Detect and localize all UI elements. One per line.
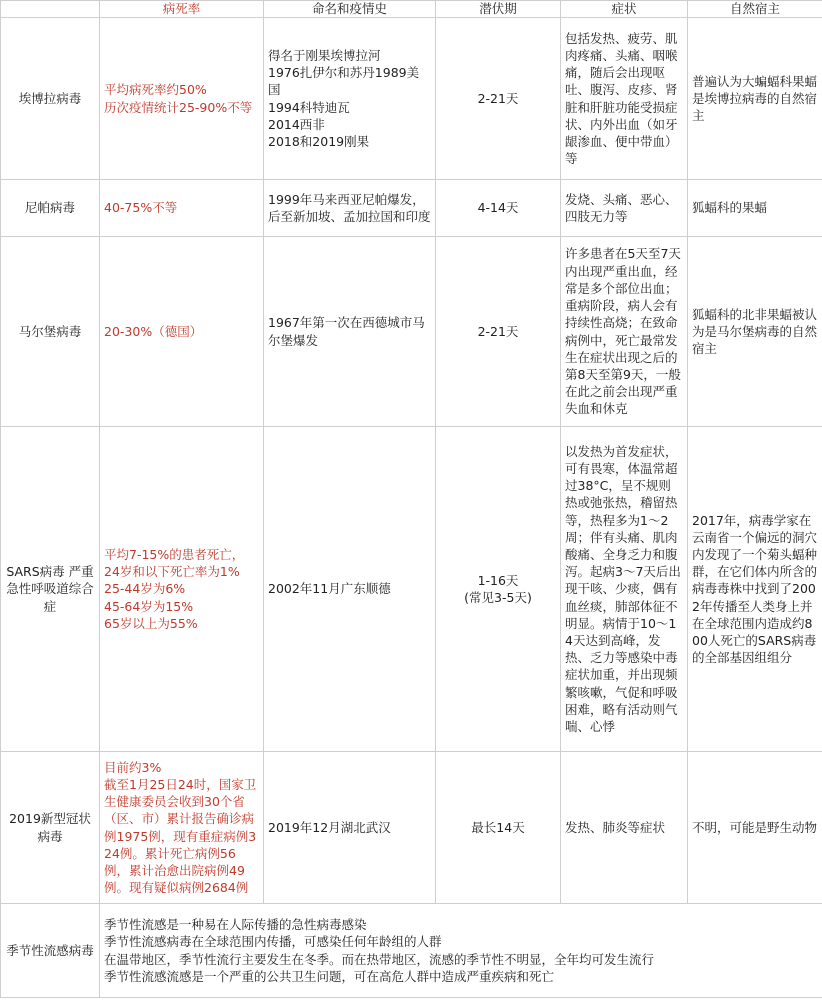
flu-line: 在温带地区，季节性流行主要发生在冬季。而在热带地区，流感的季节性不明显，全年均可发生流行	[104, 951, 655, 967]
fatality-line: 24岁和以下死亡率为1%	[104, 564, 240, 580]
table-row	[1, 180, 822, 237]
incubation-cell	[436, 237, 561, 427]
fatality-line: 平均7-15%的患者死亡，	[104, 546, 245, 562]
incubation-cell	[436, 752, 561, 904]
symptoms-cell: 发烧、头痛、恶心、四肢无力等	[561, 180, 688, 237]
fatality-line: 65岁以上为55%	[104, 615, 198, 631]
history-line: 1967年第一次在西德城市马尔堡爆发	[268, 315, 425, 348]
incubation-cell	[436, 180, 561, 237]
history-cell	[264, 18, 436, 180]
table-row	[1, 752, 822, 904]
history-line: 2002年11月广东顺德	[268, 581, 391, 597]
symptoms-cell: 以发热为首发症状，可有畏寒，体温常超过38°C，呈不规则热或弛张热，稽留热等，热程多为1～2周；伴有头痛、肌肉酸痛、全身乏力和腹泻。起病3～7天后出现干咳、少痰，偶有血丝痰，肺部体征不明显。病情于10～14天达到高峰，发热、乏力等感染中毒症状加重，并出现频繁咳嗽，气促和呼吸困难，略有活动则气喘、心悸	[561, 427, 688, 752]
history-cell	[264, 237, 436, 427]
fatality-cell	[100, 752, 264, 904]
symptoms-cell: 发热、肺炎等症状	[561, 752, 688, 904]
fatality-line: 25-44岁为6%	[104, 581, 186, 597]
fatality-line: 20-30%（德国）	[104, 323, 203, 339]
symptoms-cell: 许多患者在5天至7天内出现严重出血，经常是多个部位出血；重病阶段，病人会有持续性高烧；在致命病例中，死亡最常发生在症状出现之后的第8天至第9天，一般在此之前会出现严重失血和休克	[561, 237, 688, 427]
header-history: 命名和疫情史	[264, 1, 436, 18]
host-cell: 2017年，病毒学家在云南省一个偏远的洞穴内发现了一个菊头蝠种群，在它们体内所含的病毒毒株中找到了2002年传播至人类身上并在全球范围内造成约800人死亡的SARS病毒的全部基因组组分	[688, 427, 822, 752]
host-cell: 狐蝠科的果蝠	[688, 180, 822, 237]
table-row	[1, 237, 822, 427]
incubation-line: 2-21天	[477, 90, 519, 106]
host-cell: 普遍认为大蝙蝠科果蝠是埃博拉病毒的自然宿主	[688, 18, 822, 180]
history-line: 1994科特迪瓦	[268, 99, 350, 115]
virus-name: 2019新型冠状病毒	[1, 752, 100, 904]
fatality-cell	[100, 180, 264, 237]
history-line: 2019年12月湖北武汉	[268, 819, 391, 835]
fatality-line: 历次疫情统计25-90%不等	[104, 99, 253, 115]
virus-name: 季节性流感病毒	[1, 904, 100, 998]
history-line: 1976扎伊尔和苏丹1989美国	[268, 65, 420, 98]
incubation-cell	[436, 18, 561, 180]
fatality-line: 目前约3%	[104, 759, 162, 775]
virus-name: 马尔堡病毒	[1, 237, 100, 427]
virus-name: SARS病毒 严重急性呼吸道综合症	[1, 427, 100, 752]
fatality-line: 45-64岁为15%	[104, 598, 194, 614]
table-row	[1, 427, 822, 752]
host-cell: 不明，可能是野生动物	[688, 752, 822, 904]
incubation-line: 1-16天	[477, 572, 519, 588]
fatality-line: 平均病死率约50%	[104, 82, 207, 98]
flu-line: 季节性流感流感是一个严重的公共卫生问题，可在高危人群中造成严重疾病和死亡	[104, 968, 555, 984]
history-line: 1999年马来西亚尼帕爆发，后至新加坡、孟加拉国和印度	[268, 191, 431, 224]
virus-name: 尼帕病毒	[1, 180, 100, 237]
flu-line: 季节性流感病毒在全球范围内传播，可感染任何年龄组的人群	[104, 934, 442, 950]
host-cell: 狐蝠科的北非果蝠被认为是马尔堡病毒的自然宿主	[688, 237, 822, 427]
symptoms-cell: 包括发热、疲劳、肌肉疼痛、头痛、咽喉痛，随后会出现呕吐、腹泻、皮疹、肾脏和肝脏功能受损症状、内外出血（如牙龈渗血、便中带血）等	[561, 18, 688, 180]
incubation-line: 最长14天	[471, 819, 525, 835]
fatality-line: 截至1月25日24时，国家卫生健康委员会收到30个省（区、市）累计报告确诊病例1975例，现有重症病例324例。累计死亡病例56例，累计治愈出院病例49例。现有疑似病例2684例	[104, 776, 257, 896]
history-cell	[264, 427, 436, 752]
incubation-line: (常见3-5天)	[464, 590, 532, 605]
history-line: 2018和2019刚果	[268, 133, 370, 149]
history-line: 2014西非	[268, 116, 325, 132]
header-symptoms: 症状	[561, 1, 688, 18]
header-fatality: 病死率	[100, 1, 264, 18]
fatality-line: 40-75%不等	[104, 200, 178, 216]
fatality-cell	[100, 237, 264, 427]
fatality-cell	[100, 427, 264, 752]
header-row	[1, 1, 822, 18]
virus-name: 埃博拉病毒	[1, 18, 100, 180]
flu-description	[100, 904, 822, 998]
history-cell	[264, 180, 436, 237]
history-cell	[264, 752, 436, 904]
table-row	[1, 18, 822, 180]
fatality-cell	[100, 18, 264, 180]
header-incubation: 潜伏期	[436, 1, 561, 18]
incubation-cell	[436, 427, 561, 752]
incubation-line: 2-21天	[477, 323, 519, 339]
flu-line: 季节性流感是一种易在人际传播的急性病毒感染	[104, 917, 367, 933]
table-row	[1, 904, 822, 998]
header-host: 自然宿主	[688, 1, 822, 18]
header-blank	[1, 1, 100, 18]
history-line: 得名于刚果埃博拉河	[268, 47, 381, 63]
incubation-line: 4-14天	[477, 200, 519, 216]
